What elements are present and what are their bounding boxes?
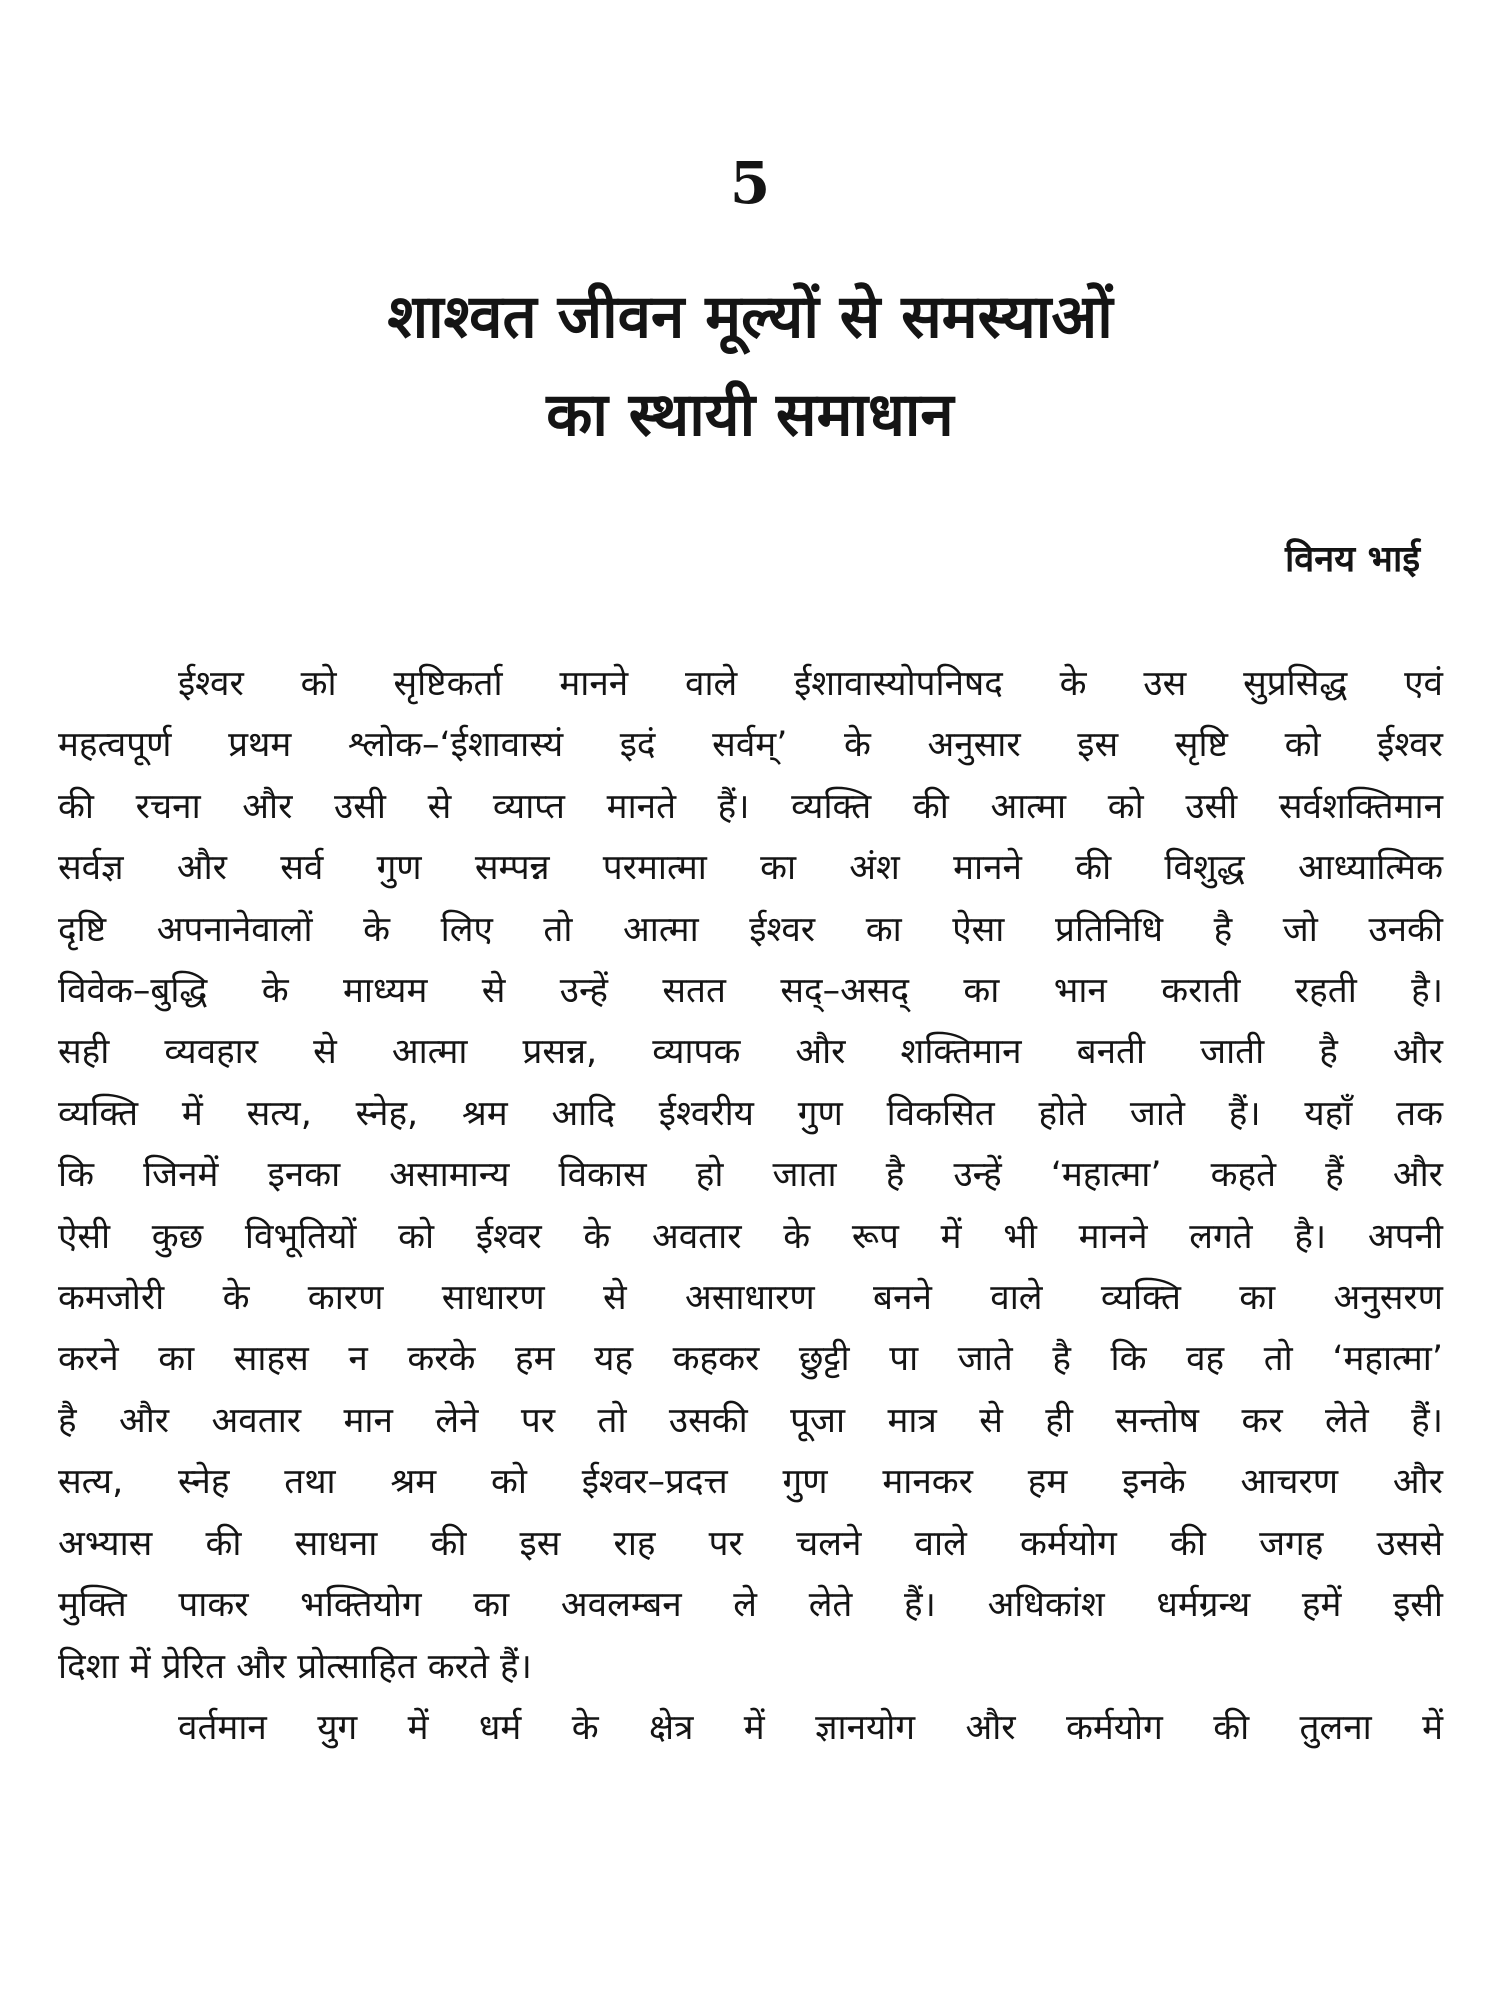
chapter-title <box>0 268 1500 464</box>
paragraph-line: है और अवतार मान लेने पर तो उसकी पूजा मात्र से ही सन्तोष कर लेते हैं। <box>58 1400 1443 1441</box>
chapter-title-line: का स्थायी समाधान <box>546 380 954 450</box>
paragraph-line: विवेक–बुद्धि के माध्यम से उन्हें सतत सद्–असद् का भान कराती रहती है। <box>58 971 1443 1012</box>
paragraph-line: महत्वपूर्ण प्रथम श्लोक–‘ईशावास्यं इदं सर्वम्’ के अनुसार इस सृष्टि को ईश्वर <box>58 725 1443 766</box>
paragraph-line: व्यक्ति में सत्य, स्नेह, श्रम आदि ईश्वरीय गुण विकसित होते जाते हैं। यहाँ तक <box>58 1093 1443 1134</box>
paragraph-line: ऐसी कुछ विभूतियों को ईश्वर के अवतार के रूप में भी मानने लगते है। अपनी <box>58 1216 1443 1257</box>
paragraph-line: वर्तमान युग में धर्म के क्षेत्र में ज्ञानयोग और कर्मयोग की तुलना में <box>178 1707 1443 1748</box>
author-name: विनय भाई <box>1284 539 1420 580</box>
paragraph-line: दृष्टि अपनानेवालों के लिए तो आत्मा ईश्वर का ऐसा प्रतिनिधि है जो उनकी <box>58 909 1443 950</box>
chapter-number: 5 <box>729 149 771 217</box>
body-text <box>58 654 1443 1759</box>
paragraph-line: सर्वज्ञ और सर्व गुण सम्पन्न परमात्मा का अंश मानने की विशुद्ध आध्यात्मिक <box>58 848 1443 889</box>
paragraph-line: कि जिनमें इनका असामान्य विकास हो जाता है उन्हें ‘महात्मा’ कहते हैं और <box>58 1155 1443 1196</box>
paragraph-line: दिशा में प्रेरित और प्रोत्साहित करते हैं। <box>58 1646 532 1687</box>
paragraph-line: सही व्यवहार से आत्मा प्रसन्न, व्यापक और शक्तिमान बनती जाती है और <box>58 1032 1443 1073</box>
paragraph-line: सत्य, स्नेह तथा श्रम को ईश्वर–प्रदत्त गुण मानकर हम इनके आचरण और <box>58 1462 1443 1503</box>
paragraph-line: की रचना और उसी से व्याप्त मानते हैं। व्यक्ति की आत्मा को उसी सर्वशक्तिमान <box>58 786 1443 827</box>
paragraph-line: अभ्यास की साधना की इस राह पर चलने वाले कर्मयोग की जगह उससे <box>58 1523 1443 1564</box>
paragraph-line: ईश्वर को सृष्टिकर्ता मानने वाले ईशावास्योपनिषद के उस सुप्रसिद्ध एवं <box>178 664 1443 704</box>
paragraph-line: करने का साहस न करके हम यह कहकर छुट्टी पा जाते है कि वह तो ‘महात्मा’ <box>58 1339 1443 1380</box>
paragraph-line: मुक्ति पाकर भक्तियोग का अवलम्बन ले लेते हैं। अधिकांश धर्मग्रन्थ हमें इसी <box>58 1585 1443 1626</box>
paragraph-line: कमजोरी के कारण साधारण से असाधारण बनने वाले व्यक्ति का अनुसरण <box>58 1278 1443 1319</box>
chapter-title-line: शाश्वत जीवन मूल्यों से समस्याओं <box>387 282 1113 352</box>
